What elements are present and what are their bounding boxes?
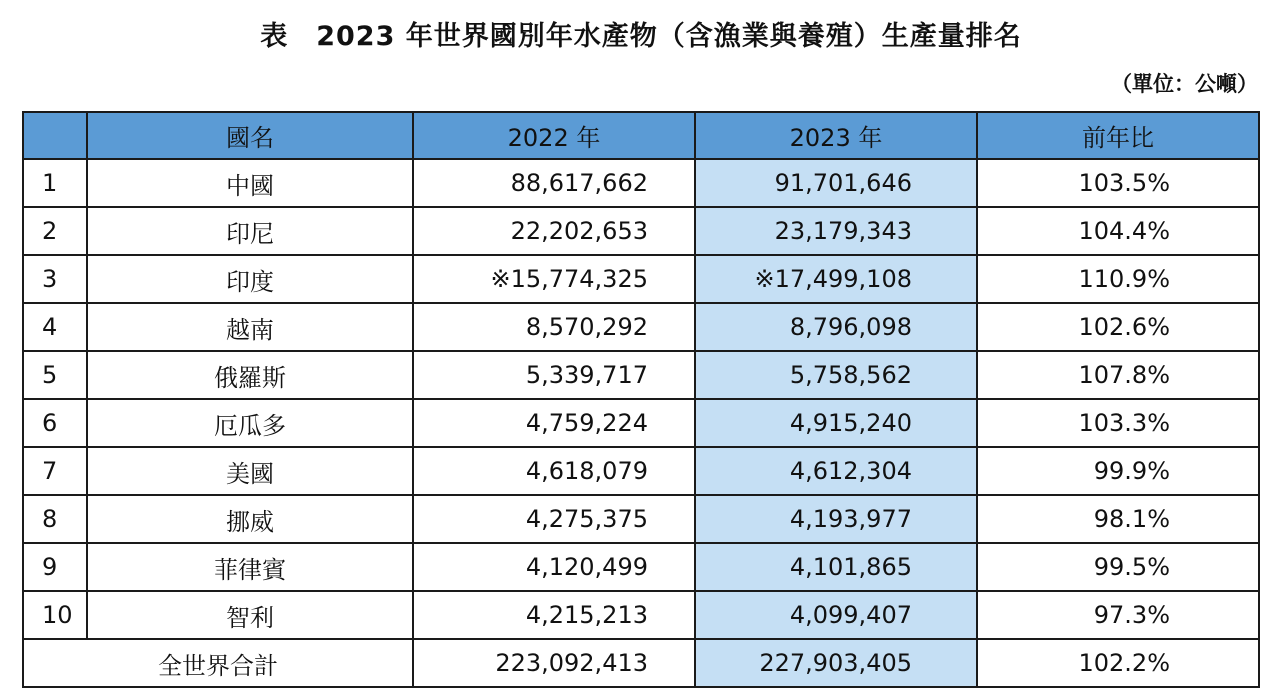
country-cell: 中國 [87, 159, 413, 207]
header-row [23, 112, 1259, 159]
unit-label: （單位：公噸） [1111, 72, 1258, 96]
total-2022-cell: 223,092,413 [413, 639, 695, 687]
ratio-cell: 103.3% [977, 399, 1259, 447]
ratio-cell: 98.1% [977, 495, 1259, 543]
ratio-cell: 103.5% [977, 159, 1259, 207]
country-cell: 智利 [87, 591, 413, 639]
rank-cell: 10 [23, 591, 87, 639]
header-2022: 2022 年 [413, 112, 695, 159]
table-row [23, 207, 1259, 255]
table-body [23, 159, 1259, 639]
value-2023-cell: 4,612,304 [695, 447, 977, 495]
value-2023-cell: 4,915,240 [695, 399, 977, 447]
ranking-table [22, 111, 1260, 688]
header-country: 國名 [87, 112, 413, 159]
table-row [23, 543, 1259, 591]
rank-cell: 5 [23, 351, 87, 399]
header-rank [23, 112, 87, 159]
value-2022-cell: 4,759,224 [413, 399, 695, 447]
title-prefix: 表 [260, 21, 289, 52]
rank-cell: 4 [23, 303, 87, 351]
ratio-cell: 97.3% [977, 591, 1259, 639]
value-2022-cell: 4,215,213 [413, 591, 695, 639]
table-header [23, 112, 1259, 159]
ratio-cell: 102.6% [977, 303, 1259, 351]
table-row [23, 159, 1259, 207]
country-cell: 菲律賓 [87, 543, 413, 591]
ratio-cell: 99.9% [977, 447, 1259, 495]
value-2022-cell: 8,570,292 [413, 303, 695, 351]
total-ratio-cell: 102.2% [977, 639, 1259, 687]
value-2023-cell: 4,099,407 [695, 591, 977, 639]
rank-cell: 1 [23, 159, 87, 207]
rank-cell: 2 [23, 207, 87, 255]
value-2022-cell: 5,339,717 [413, 351, 695, 399]
total-label-cell: 全世界合計 [23, 639, 413, 687]
value-2023-cell: 5,758,562 [695, 351, 977, 399]
ratio-cell: 107.8% [977, 351, 1259, 399]
rank-cell: 9 [23, 543, 87, 591]
table-row [23, 351, 1259, 399]
table-row [23, 303, 1259, 351]
ratio-cell: 110.9% [977, 255, 1259, 303]
value-2023-cell: 4,193,977 [695, 495, 977, 543]
header-2023: 2023 年 [695, 112, 977, 159]
value-2023-cell: 23,179,343 [695, 207, 977, 255]
country-cell: 厄瓜多 [87, 399, 413, 447]
table-row [23, 495, 1259, 543]
ratio-cell: 99.5% [977, 543, 1259, 591]
table-row [23, 255, 1259, 303]
table-row [23, 447, 1259, 495]
country-cell: 俄羅斯 [87, 351, 413, 399]
value-2023-cell: 91,701,646 [695, 159, 977, 207]
country-cell: 印尼 [87, 207, 413, 255]
header-ratio: 前年比 [977, 112, 1259, 159]
total-2023-cell: 227,903,405 [695, 639, 977, 687]
table-footer [23, 639, 1259, 687]
rank-cell: 3 [23, 255, 87, 303]
country-cell: 挪威 [87, 495, 413, 543]
value-2022-cell: 88,617,662 [413, 159, 695, 207]
country-cell: 越南 [87, 303, 413, 351]
value-2022-cell: ※15,774,325 [413, 255, 695, 303]
value-2023-cell: 8,796,098 [695, 303, 977, 351]
value-2022-cell: 4,275,375 [413, 495, 695, 543]
country-cell: 印度 [87, 255, 413, 303]
value-2022-cell: 22,202,653 [413, 207, 695, 255]
title-text: 2023 年世界國別年水產物（含漁業與養殖）生產量排名 [316, 21, 1022, 52]
value-2022-cell: 4,120,499 [413, 543, 695, 591]
value-2023-cell: 4,101,865 [695, 543, 977, 591]
page-title [0, 14, 1282, 53]
ratio-cell: 104.4% [977, 207, 1259, 255]
rank-cell: 8 [23, 495, 87, 543]
table-row [23, 591, 1259, 639]
country-cell: 美國 [87, 447, 413, 495]
rank-cell: 7 [23, 447, 87, 495]
value-2023-cell: ※17,499,108 [695, 255, 977, 303]
table-row [23, 399, 1259, 447]
value-2022-cell: 4,618,079 [413, 447, 695, 495]
total-row [23, 639, 1259, 687]
rank-cell: 6 [23, 399, 87, 447]
